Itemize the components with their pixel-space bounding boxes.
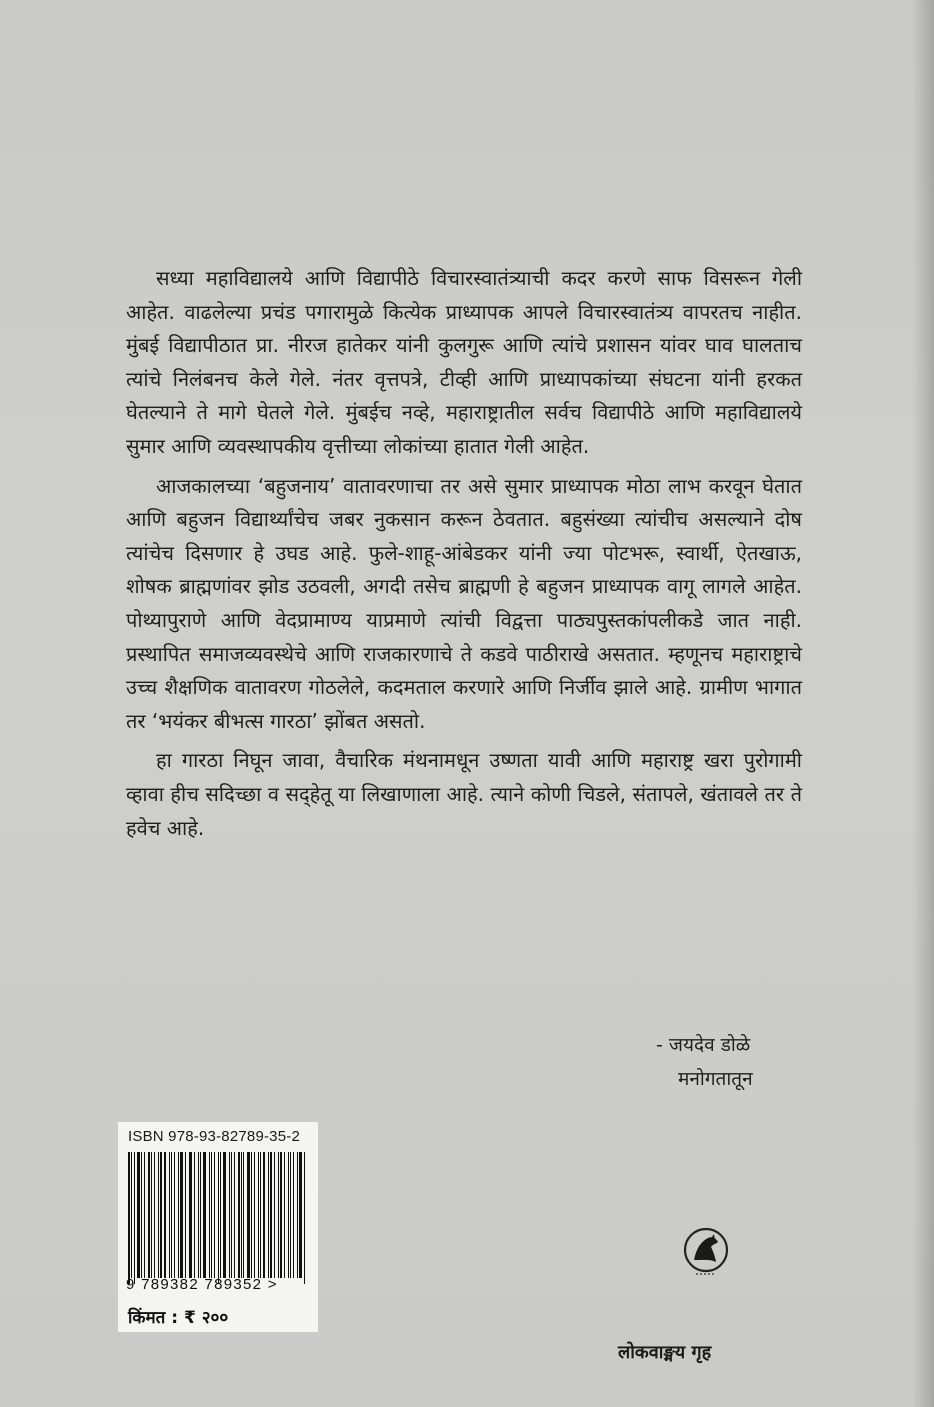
barcode-bar xyxy=(169,1152,170,1278)
isbn-label: ISBN 978-93-82789-35-2 xyxy=(128,1128,301,1145)
barcode-bar xyxy=(203,1152,206,1278)
barcode-bar xyxy=(229,1152,231,1278)
publisher-name: लोकवाङ्मय गृह xyxy=(618,1342,712,1363)
horse-head-icon xyxy=(680,1226,732,1282)
barcode-bar xyxy=(293,1152,294,1278)
barcode-bar xyxy=(148,1152,150,1278)
barcode-bar xyxy=(263,1152,265,1278)
barcode-bar xyxy=(144,1152,146,1278)
barcode-bar xyxy=(270,1152,273,1278)
barcode-bar xyxy=(280,1152,282,1278)
blurb-paragraph-3: हा गारठा निघून जावा, वैचारिक मंथनामधून उष्णता यावी आणि महाराष्ट्र खरा पुरोगामी व्हावा हीच सदिच्छा व सद्हेतू या लिखाणाला आहे. त्याने कोणी चिडले, संतापले, खंतावले तर ते हवेच आहे. xyxy=(126,748,802,840)
barcode-bar xyxy=(180,1152,183,1278)
barcode-bar xyxy=(164,1152,166,1278)
signature-source: मनोगतातून xyxy=(678,1068,753,1090)
barcode-bar xyxy=(158,1152,159,1278)
barcode-bar xyxy=(260,1152,261,1278)
barcode-bar xyxy=(214,1152,216,1278)
barcode-bar xyxy=(241,1152,242,1278)
barcode-bars xyxy=(128,1152,308,1284)
price-label: किंमत : ₹ २०० xyxy=(128,1308,229,1328)
barcode-bar xyxy=(299,1152,302,1278)
barcode-bar xyxy=(137,1152,140,1278)
barcode-bar xyxy=(189,1152,190,1278)
barcode-bar xyxy=(160,1152,163,1278)
barcode-bar xyxy=(178,1152,179,1278)
barcode-bar xyxy=(223,1152,226,1278)
barcode-bar xyxy=(211,1152,212,1278)
cover-edge-shadow xyxy=(912,0,934,1407)
barcode-bar xyxy=(209,1152,210,1278)
barcode-bar xyxy=(274,1152,275,1278)
barcode-bar xyxy=(290,1152,291,1278)
barcode-bar xyxy=(131,1152,132,1278)
barcode-sticker xyxy=(117,1121,319,1333)
barcode-bar xyxy=(258,1152,259,1278)
barcode-bar xyxy=(268,1152,269,1278)
blurb-text xyxy=(126,262,802,851)
barcode-bar xyxy=(198,1152,199,1278)
author-signature: - जयदेव डोळे xyxy=(656,1034,751,1056)
barcode-bar xyxy=(190,1152,192,1278)
barcode-bar xyxy=(220,1152,221,1278)
barcode-digits: 9 789382 789352 > xyxy=(126,1276,278,1293)
barcode-bar xyxy=(243,1152,244,1278)
barcode-bar xyxy=(151,1152,152,1278)
barcode-bar xyxy=(278,1152,279,1278)
barcode-bar xyxy=(134,1152,135,1284)
barcode-bar xyxy=(200,1152,202,1278)
barcode-bar xyxy=(247,1152,250,1278)
barcode-bar xyxy=(231,1152,232,1278)
barcode-bar xyxy=(238,1152,240,1278)
barcode-bar xyxy=(304,1152,305,1284)
blurb-paragraph-1: सध्या महाविद्यालये आणि विद्यापीठे विचारस्वातंत्र्याची कदर करणे साफ विसरून गेली आहेत. वाढलेल्या प्रचंड पगारामुळे कित्येक प्राध्यापक आपले विचारस्वातंत्र्य वापरतच नाहीत. मुंबई विद्यापीठात प्रा. नीरज हातेकर यांनी कुलगुरू आणि त्यांचे प्रशासन यांवर घाव घालताच त्यांचे निलंबनच केले गेले. नंतर वृत्तपत्रे, टीव्ही आणि प्राध्यापकांच्या संघटना यांनी हरकत घेतल्याने ते मागे घेतले गेले. मुंबईच नव्हे, महाराष्ट्रातील सर्वच विद्यापीठे आणि महाविद्यालये सुमार आणि व्यवस्थापकीय वृत्तीच्या लोकांच्या हातात गेली आहेत. xyxy=(126,266,802,458)
barcode-bar xyxy=(171,1152,172,1278)
blurb-paragraph-2: आजकालच्या ‘बहुजनाय’ वातावरणाचा तर असे सुमार प्राध्यापक मोठा लाभ करवून घेतात आणि बहुजन विद्यार्थ्यांचेच जबर नुकसान करून ठेवतात. बहुसंख्या त्यांचीच असल्याने दोष त्यांचेच दिसणार हे उघड आहे. फुले-शाहू-आंबेडकर यांनी ज्या पोटभरू, स्वार्थी, ऐतखाऊ, शोषक ब्राह्मणांवर झोड उठवली, अगदी तसेच ब्राह्मणी हे बहुजन प्राध्यापक वागू लागले आहेत. पोथ्यापुराणे आणि वेदप्रामाण्य याप्रमाणे त्यांची विद्वत्ता पाठ्यपुस्तकांपलीकडे जात नाही. प्रस्थापित समाजव्यवस्थेचे आणि राजकारणाचे ते कडवे पाठीराखे असतात. म्हणूनच महाराष्ट्राचे उच्च शैक्षणिक वातावरण गोठलेले, कदमताल करणारे आणि निर्जीव झाले आहे. ग्रामीण भागात तर ‘भयंकर बीभत्स गारठा’ झोंबत असतो. xyxy=(126,473,802,733)
barcode-bar xyxy=(218,1152,219,1284)
barcode-bar xyxy=(194,1152,195,1278)
barcode-bar xyxy=(297,1152,299,1278)
barcode-bar xyxy=(284,1152,286,1278)
barcode-bar xyxy=(174,1152,176,1278)
barcode-bar xyxy=(141,1152,142,1278)
barcode-bar xyxy=(154,1152,155,1278)
barcode-bar xyxy=(254,1152,256,1278)
barcode-bar xyxy=(185,1152,186,1278)
signature-block xyxy=(656,1028,856,1096)
barcode-bar xyxy=(128,1152,130,1284)
barcode-bar xyxy=(251,1152,252,1278)
barcode-bar xyxy=(234,1152,235,1278)
barcode-bar xyxy=(288,1152,289,1278)
